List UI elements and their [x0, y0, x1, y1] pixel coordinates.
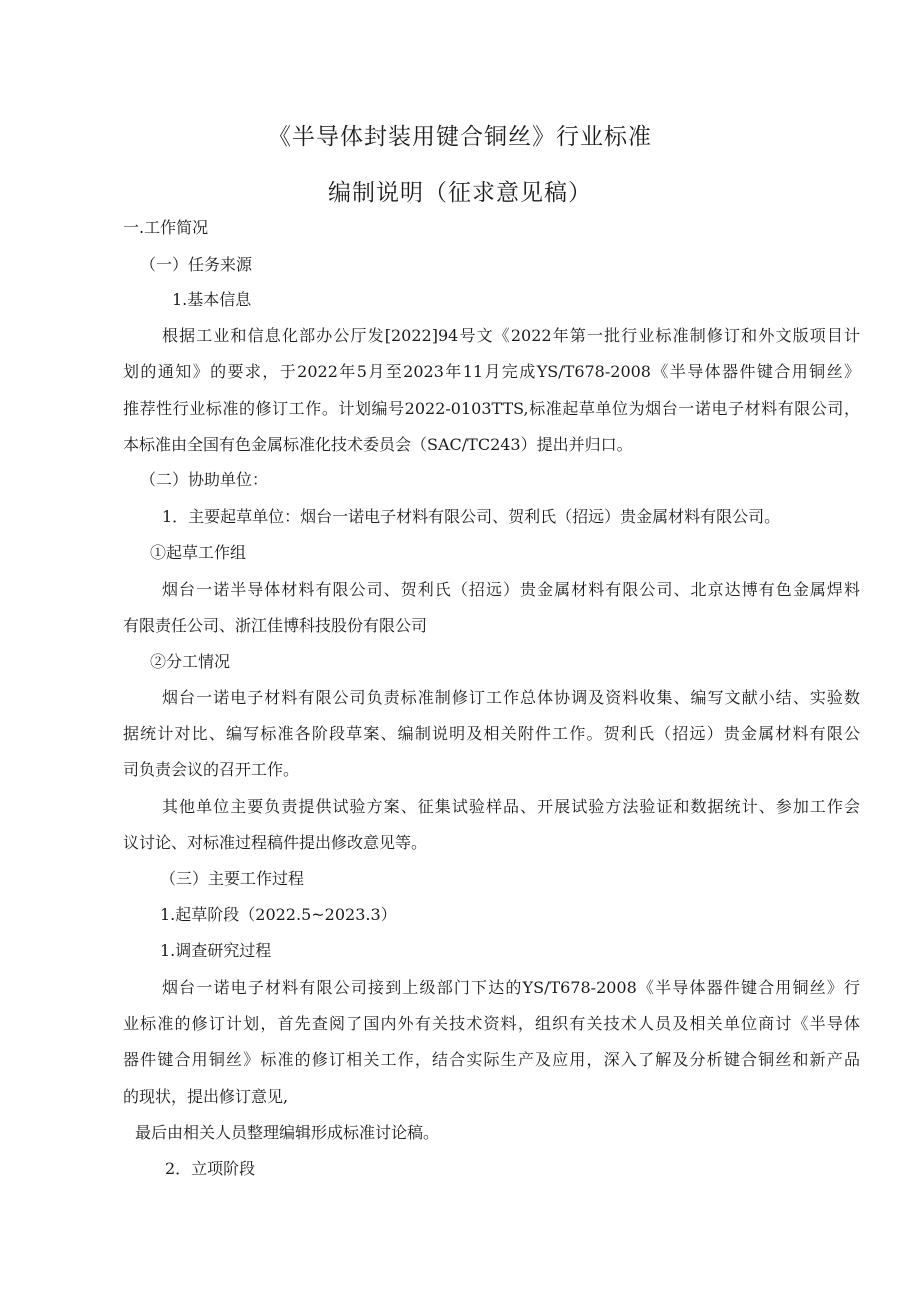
final-text: 最后由相关人员整理编辑形成标准讨论稿。 — [135, 1123, 440, 1142]
paragraph-line: 烟台一诺半导体材料有限公司、贺利氏（招远）贵金属材料有限公司、北京达博有色金属焊料 — [162, 580, 860, 599]
section-heading-1: 一.工作简况 — [123, 218, 209, 237]
paragraph-line: 根据工业和信息化部办公厅发[2022]94号文《2022年第一批行业标准制修订和外文版项目计 — [162, 326, 860, 345]
paragraph-line: 的现状，提出修订意见, — [123, 1087, 289, 1106]
paragraph-line: 烟台一诺电子材料有限公司负责标准制修订工作总体协调及资料收集、编写文献小结、实验数 — [162, 688, 860, 707]
main-drafting-units: 1．主要起草单位：烟台一诺电子材料有限公司、贺利氏（招远）贵金属材料有限公司。 — [162, 507, 781, 526]
division-heading: ②分工情况 — [150, 652, 231, 671]
paragraph-line: 其他单位主要负责提供试验方案、征集试验样品、开展试验方法验证和数据统计、参加工作会 — [162, 797, 860, 816]
document-title: 《半导体封装用键合铜丝》行业标准 — [268, 124, 652, 150]
stage-approval: 2．立项阶段 — [165, 1159, 256, 1178]
subsection-heading-assist-units: （二）协助单位： — [140, 470, 269, 489]
paragraph-line: 司负责会议的召开工作。 — [123, 760, 300, 779]
paragraph-line: 据统计对比、编写标准各阶段草案、编制说明及相关附件工作。贺利氏（招远）贵金属材料有限公 — [123, 724, 860, 743]
stage-drafting: 1.起草阶段（2022.5~2023.3） — [160, 905, 397, 924]
paragraph-line: 烟台一诺电子材料有限公司接到上级部门下达的YS/T678-2008《半导体器件键合用铜丝》行 — [162, 978, 860, 997]
paragraph-line: 议讨论、对标准过程稿件提出修改意见等。 — [123, 833, 428, 852]
paragraph-line: 有限责任公司、浙江佳博科技股份有限公司 — [123, 616, 428, 635]
subsection-heading-work-process: （三）主要工作过程 — [160, 869, 305, 888]
paragraph-line: 业标准的修订计划，首先查阅了国内外有关技术资料，组织有关技术人员及相关单位商讨《半导体 — [123, 1014, 860, 1033]
paragraph-line: 器件键合用铜丝》标准的修订相关工作，结合实际生产及应用，深入了解及分析键合铜丝和新产品 — [123, 1050, 860, 1069]
drafting-group-heading: ①起草工作组 — [150, 543, 247, 562]
document-subtitle: 编制说明（征求意见稿） — [328, 180, 592, 206]
paragraph-line: 划的通知》的要求，于2022年5月至2023年11月完成YS/T678-2008《半导体器件键合用铜丝》 — [123, 362, 860, 381]
paragraph-line: 推荐性行业标准的修订工作。计划编号2022-0103TTS,标准起草单位为烟台一诺电子材料有限公司， — [123, 399, 860, 418]
step-research: 1.调查研究过程 — [160, 941, 272, 960]
item-heading-basic-info: 1.基本信息 — [172, 290, 252, 309]
paragraph-line: 本标准由全国有色金属标准化技术委员会（SAC/TC243）提出并归口。 — [123, 435, 633, 454]
subsection-heading-task-source: （一）任务来源 — [140, 255, 253, 274]
